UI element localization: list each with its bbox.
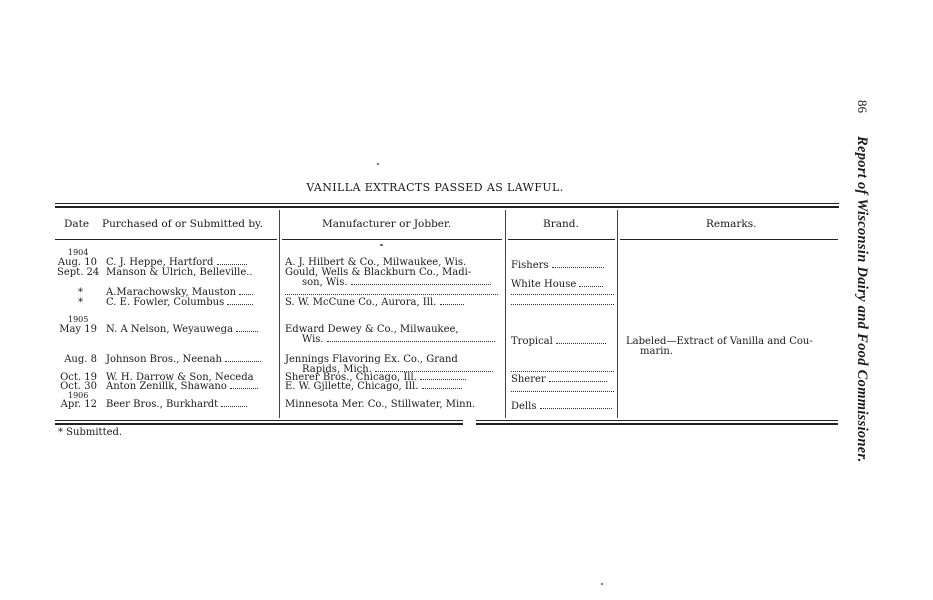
leader-dots — [225, 361, 261, 362]
footnote: * Submitted. — [58, 427, 123, 438]
leader-dots — [221, 406, 247, 407]
leader-dots — [422, 388, 462, 389]
leader-dots — [236, 331, 258, 332]
date-cell: * — [78, 287, 83, 298]
purchased-cell: Manson & Ulrich, Belleville.. — [106, 267, 253, 278]
header-manufacturer: Manufacturer or Jobber. — [322, 218, 452, 230]
page-number: 86 — [855, 100, 870, 113]
date-cell: Aug. 8 — [64, 354, 97, 365]
purchased-cell — [106, 399, 247, 410]
manufacturer-cell: A. J. Hilbert & Co., Milwaukee, Wis. — [285, 257, 467, 268]
header-purchased: Purchased of or Submitted by. — [102, 218, 263, 230]
ink-speck — [601, 583, 603, 585]
manufacturer-cell — [285, 297, 464, 308]
purchased-cell — [106, 297, 253, 308]
brand-cell — [511, 401, 612, 412]
purchased-cell — [106, 381, 258, 392]
leader-dots — [227, 304, 253, 305]
purchased-text: C. E. Fowler, Columbus — [106, 297, 225, 308]
header-remarks: Remarks. — [706, 218, 757, 230]
brand-text: White House — [511, 279, 577, 290]
leader-dots — [556, 343, 606, 344]
bottom-rule — [55, 423, 463, 425]
ink-speck — [377, 163, 379, 165]
purchased-text: C. J. Heppe, Hartford — [106, 257, 214, 268]
running-head — [826, 100, 886, 520]
bottom-rule — [476, 423, 838, 425]
leader-dots — [540, 408, 612, 409]
date-cell: Oct. 30 — [60, 381, 97, 392]
brand-cell — [511, 260, 604, 271]
manufacturer-cell — [302, 334, 495, 345]
leader-dots — [327, 341, 495, 342]
ink-speck — [380, 244, 383, 246]
header-brand: Brand. — [543, 218, 579, 230]
header-rule — [508, 239, 615, 240]
manufacturer-cell: Edward Dewey & Co., Milwaukee, — [285, 324, 459, 335]
remarks-cell: marin. — [640, 346, 674, 357]
date-cell: May 19 — [59, 324, 97, 335]
remarks-cell: Labeled—Extract of Vanilla and Cou- — [626, 336, 813, 347]
date-cell: * — [78, 297, 83, 308]
top-rule-2 — [55, 206, 839, 208]
running-head-title: Report of Wisconsin Dairy and Food Commissioner. — [854, 136, 870, 463]
brand-cell — [511, 336, 606, 347]
brand-cell — [511, 384, 614, 395]
header-rule — [282, 239, 502, 240]
leader-dots — [511, 371, 614, 372]
header-date: Date — [64, 218, 90, 230]
purchased-text: Johnson Bros., Neenah — [106, 354, 222, 365]
leader-dots — [511, 294, 614, 295]
manufacturer-text: son, Wis. — [302, 277, 348, 288]
year-label: 1904 — [68, 248, 89, 257]
leader-dots — [552, 267, 604, 268]
purchased-text: Beer Bros., Burkhardt — [106, 399, 219, 410]
leader-dots — [285, 294, 498, 295]
brand-cell — [511, 297, 614, 308]
year-label: 1905 — [68, 315, 89, 324]
purchased-text: A.Marachowsky, Mauston — [106, 287, 237, 298]
leader-dots — [511, 391, 614, 392]
top-rule — [55, 203, 839, 204]
manufacturer-cell: Gould, Wells & Blackburn Co., Madi- — [285, 267, 472, 278]
bottom-rule — [55, 420, 463, 421]
year-label: 1906 — [68, 391, 89, 400]
brand-text: Dells — [511, 401, 537, 412]
manufacturer-text: E. W. Gjllette, Chicago, Ill. — [285, 381, 419, 392]
header-rule — [620, 239, 838, 240]
header-rule — [55, 239, 277, 240]
date-cell: Aug. 10 — [57, 257, 97, 268]
manufacturer-cell — [285, 381, 462, 392]
purchased-text: Anton Zenillk, Shawano — [106, 381, 227, 392]
leader-dots — [230, 388, 258, 389]
leader-dots — [217, 264, 247, 265]
manufacturer-text: Rapids, Mich. — [302, 364, 372, 375]
manufacturer-cell: Minnesota Mer. Co., Stillwater, Minn. — [285, 399, 476, 410]
column-divider — [505, 210, 506, 418]
leader-dots — [549, 381, 607, 382]
manufacturer-text: Sherer Bros., Chicago, Ill. — [285, 372, 417, 383]
brand-text: Fishers — [511, 260, 549, 271]
leader-dots — [511, 304, 614, 305]
column-divider — [279, 210, 280, 418]
purchased-cell — [106, 354, 261, 365]
manufacturer-cell: Jennings Flavoring Ex. Co., Grand — [285, 354, 458, 365]
date-cell: Sept. 24 — [57, 267, 100, 278]
leader-dots — [440, 304, 464, 305]
brand-text: Sherer — [511, 374, 546, 385]
date-cell: Apr. 12 — [60, 399, 97, 410]
manufacturer-text: Wis. — [302, 334, 324, 345]
bottom-rule — [476, 420, 838, 421]
column-divider — [617, 210, 618, 418]
purchased-text: N. A Nelson, Weyauwega — [106, 324, 233, 335]
purchased-cell — [106, 324, 258, 335]
table-title: VANILLA EXTRACTS PASSED AS LAWFUL. — [306, 181, 564, 194]
leader-dots — [239, 294, 253, 295]
manufacturer-text: S. W. McCune Co., Aurora, Ill. — [285, 297, 437, 308]
brand-text: Tropical — [511, 336, 553, 347]
purchased-cell: W. H. Darrow & Son, Neceda — [106, 372, 254, 383]
leader-dots — [420, 379, 466, 380]
date-cell: Oct. 19 — [60, 372, 97, 383]
leader-dots — [351, 284, 491, 285]
